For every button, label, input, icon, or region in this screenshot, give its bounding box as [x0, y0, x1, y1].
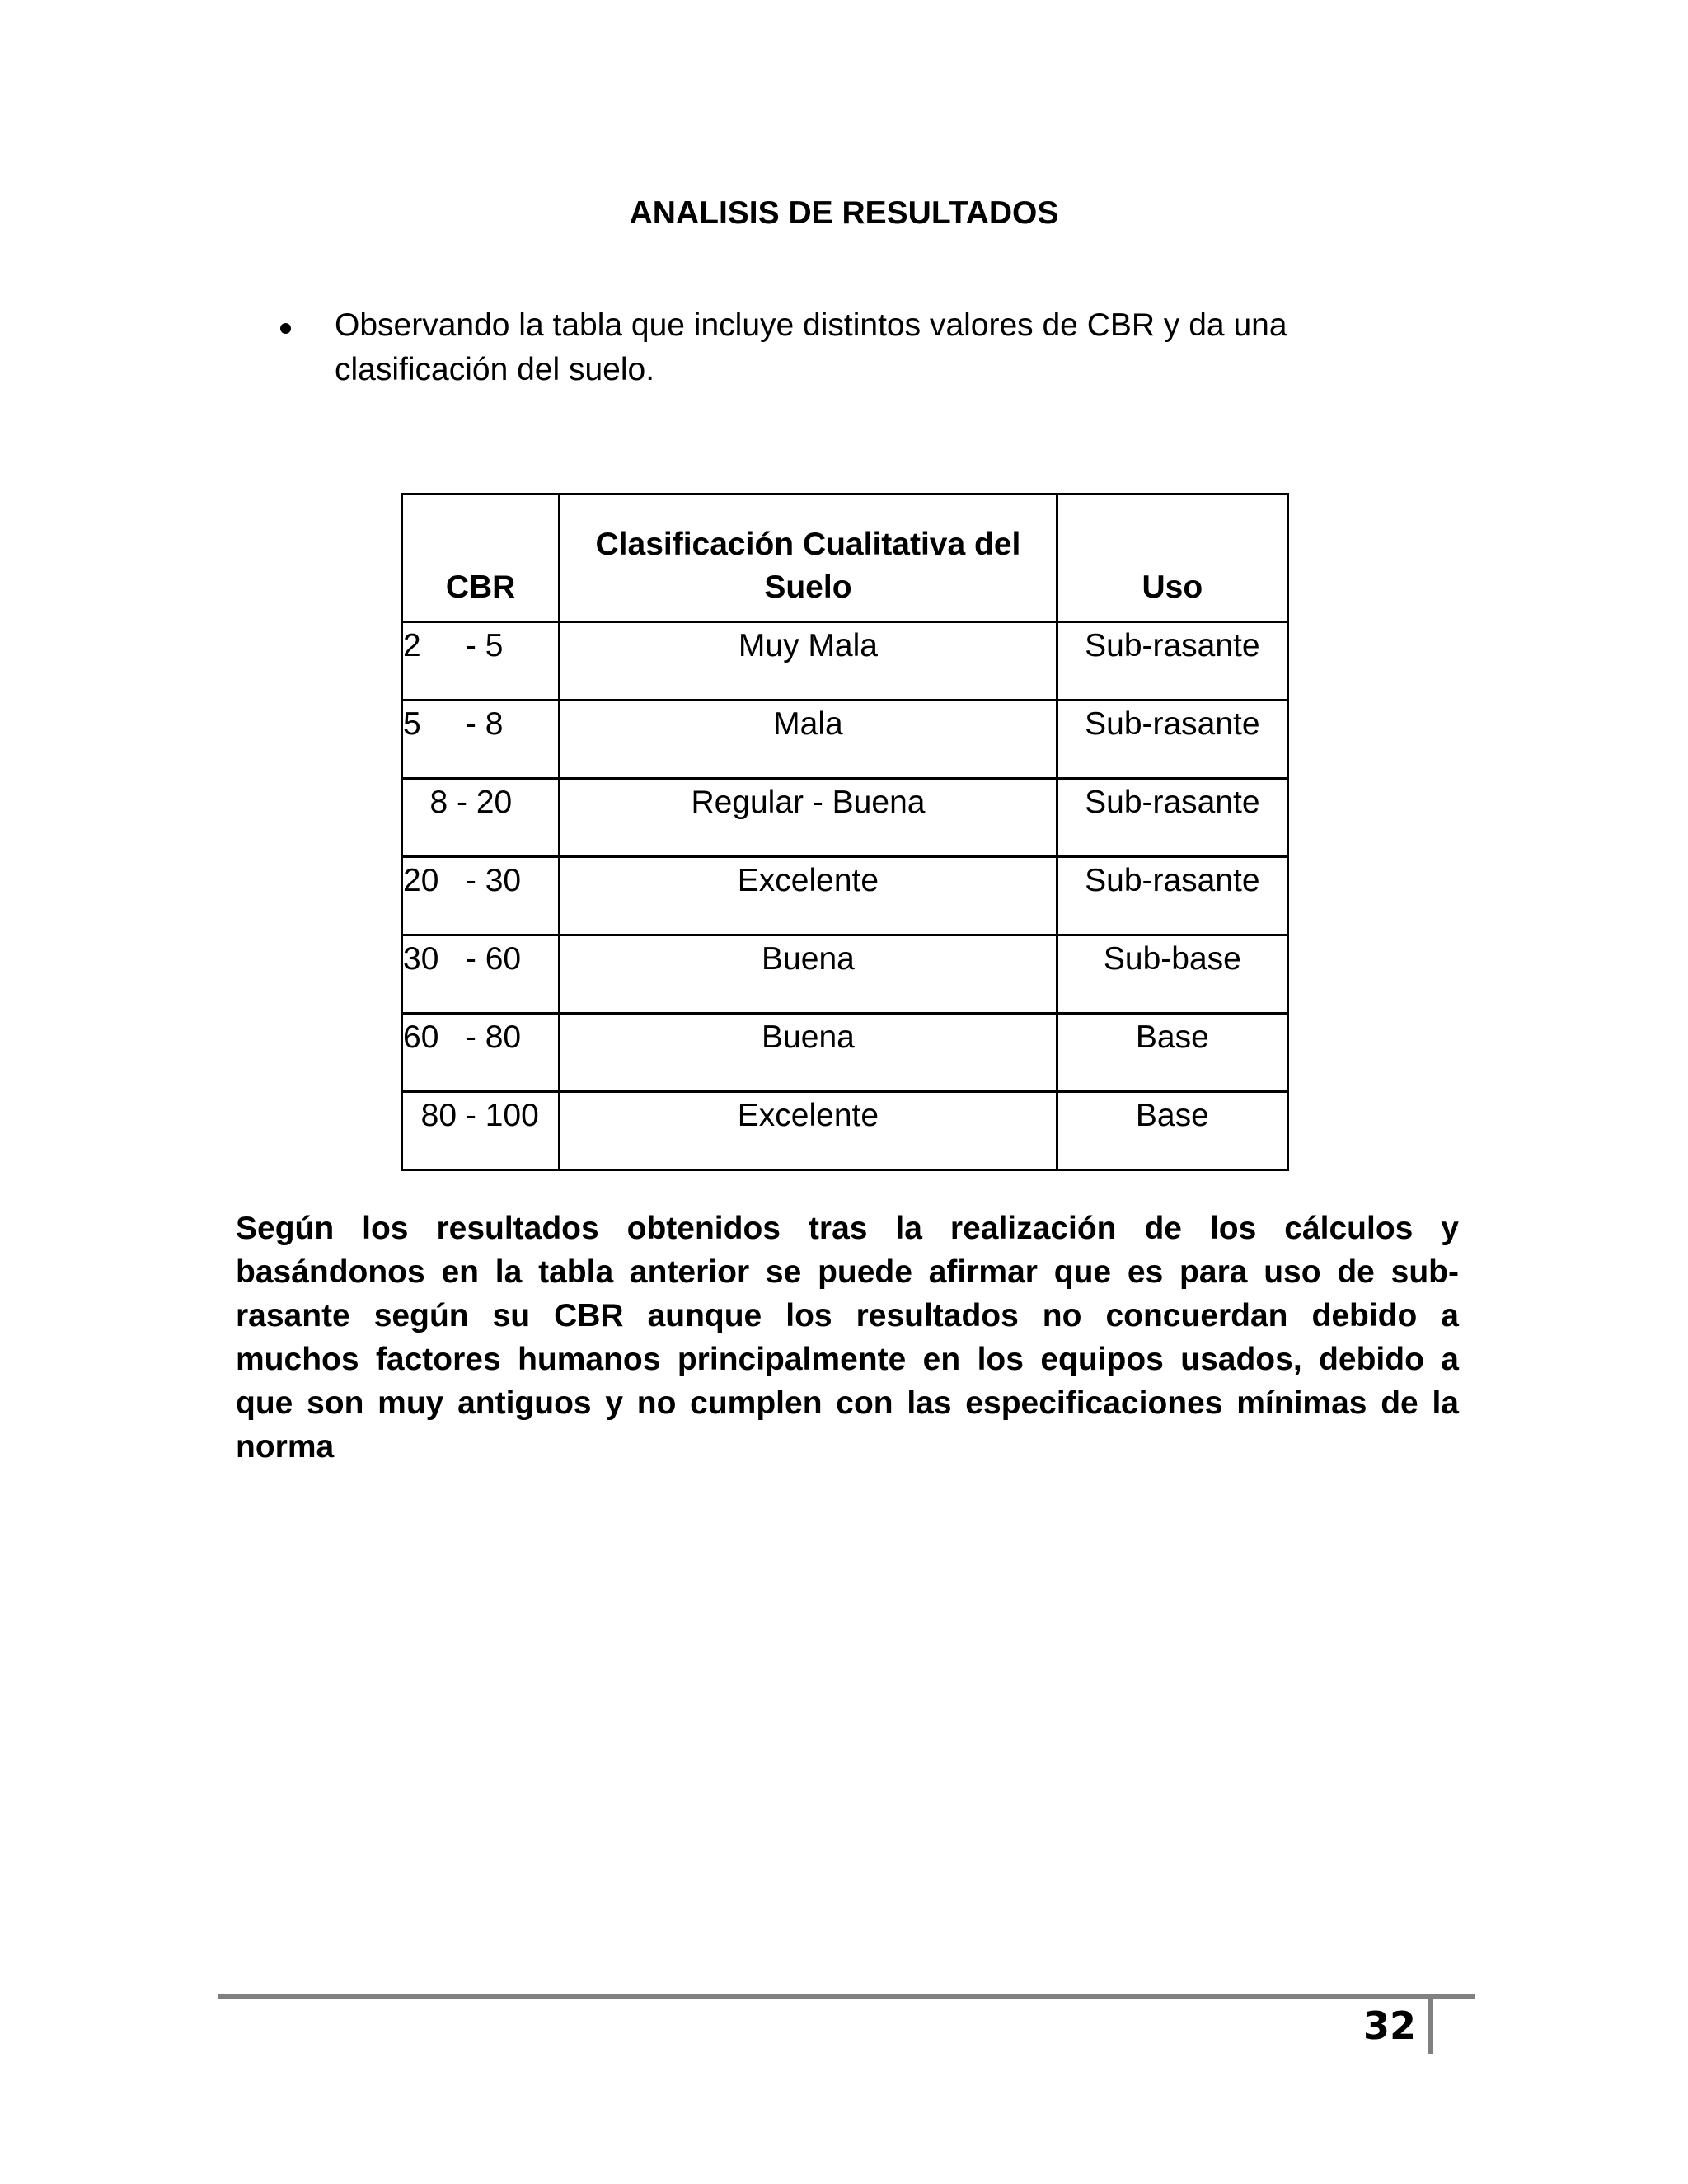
table-row — [402, 779, 1288, 857]
cell-clasificacion: Muy Mala — [560, 622, 1057, 701]
table-row — [402, 857, 1288, 935]
cell-clasificacion: Excelente — [560, 857, 1057, 935]
page-title: ANALISIS DE RESULTADOS — [629, 195, 1059, 231]
table-row — [402, 1092, 1288, 1170]
cell-cbr: 60 - 80 — [402, 1014, 560, 1092]
header-uso: Uso — [1057, 494, 1287, 622]
header-cbr: CBR — [402, 494, 560, 622]
cell-clasificacion: Excelente — [560, 1092, 1057, 1170]
cell-uso: Sub-rasante — [1057, 622, 1287, 701]
bullet-icon — [280, 323, 291, 334]
cell-cbr: 80 - 100 — [402, 1092, 560, 1170]
cell-cbr: 2 - 5 — [402, 622, 560, 701]
cbr-classification-table — [401, 493, 1289, 1171]
table-header-row — [402, 494, 1288, 622]
footer-divider-tick — [1428, 1994, 1433, 2054]
bullet-text: Observando la tabla que incluye distintos valores de CBR y da una clasificación del suelo. — [335, 307, 1287, 387]
cell-clasificacion: Buena — [560, 1014, 1057, 1092]
cell-uso: Base — [1057, 1092, 1287, 1170]
cell-cbr: 8 - 20 — [402, 779, 560, 857]
page-number: 32 — [1362, 2004, 1416, 2048]
cell-clasificacion: Buena — [560, 935, 1057, 1014]
cell-uso: Base — [1057, 1014, 1287, 1092]
cell-cbr: 20 - 30 — [402, 857, 560, 935]
header-clasificacion: Clasificación Cualitativa del Suelo — [560, 494, 1057, 622]
conclusion-paragraph: Según los resultados obtenidos tras la realización de los cálculos y basándonos en la tabla anterior se puede afirmar que es para uso de sub-rasante según su CBR aunque los resultados no concuerdan debido a muchos factores humanos principalmente en los equipos usados, debido a que son muy antiguos y no cumplen con las especificaciones mínimas de la norma — [236, 1211, 1459, 1465]
cell-uso: Sub-rasante — [1057, 857, 1287, 935]
cell-uso: Sub-rasante — [1057, 779, 1287, 857]
cell-uso: Sub-rasante — [1057, 701, 1287, 779]
cell-uso: Sub-base — [1057, 935, 1287, 1014]
footer-divider — [218, 1994, 1475, 1999]
cell-clasificacion: Regular - Buena — [560, 779, 1057, 857]
cell-cbr: 5 - 8 — [402, 701, 560, 779]
table-row — [402, 935, 1288, 1014]
table-row — [402, 701, 1288, 779]
cell-clasificacion: Mala — [560, 701, 1057, 779]
table-row — [402, 622, 1288, 701]
cell-cbr: 30 - 60 — [402, 935, 560, 1014]
table-row — [402, 1014, 1288, 1092]
